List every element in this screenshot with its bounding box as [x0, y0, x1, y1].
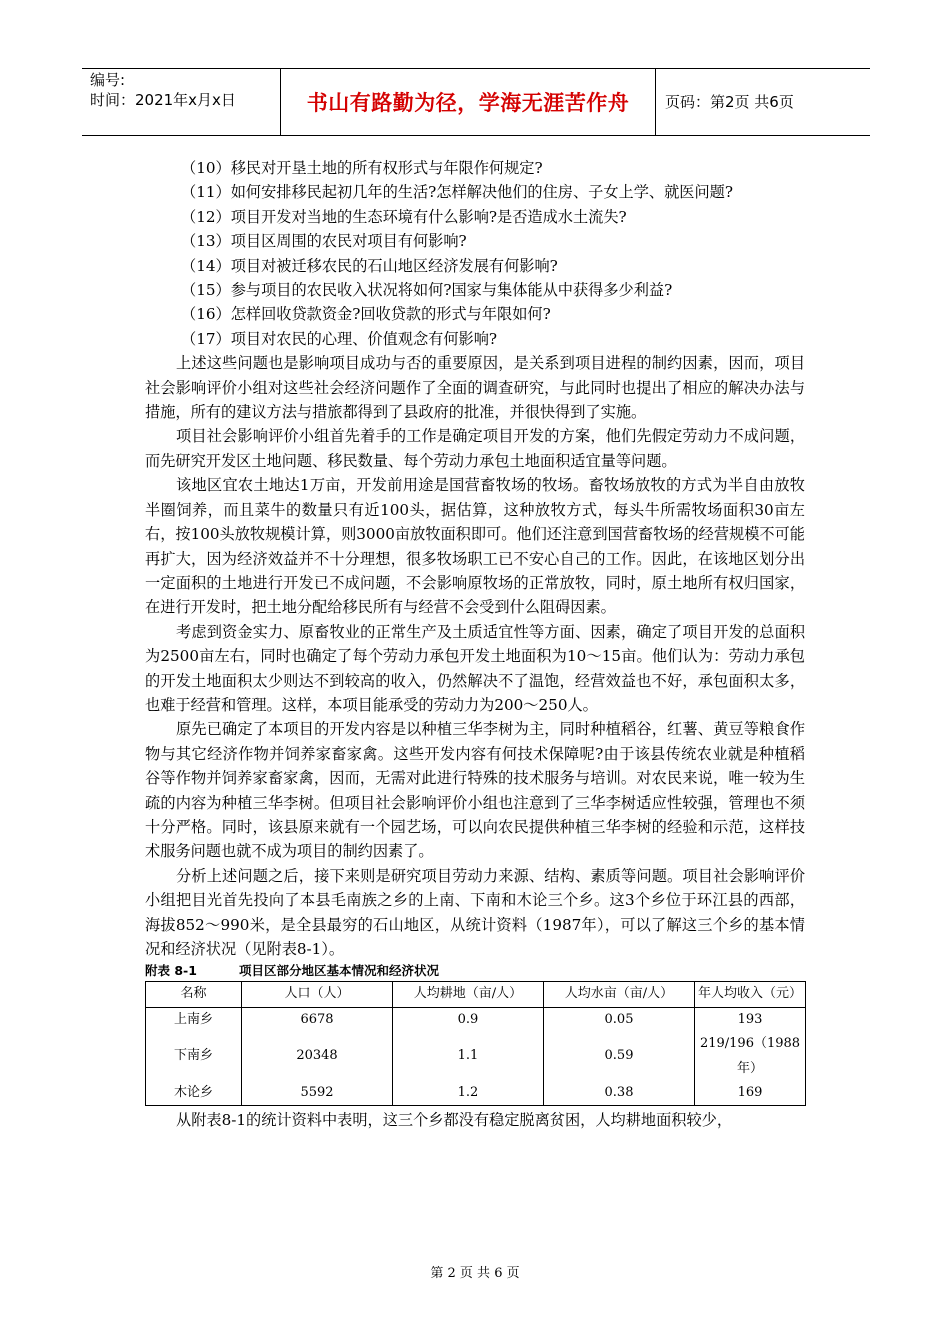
table-cell: 6678 [242, 1007, 393, 1032]
question-item: （14）项目对被迁移农民的石山地区经济发展有何影响? [181, 256, 558, 275]
question-item: （11）如何安排移民起初几年的生活?怎样解决他们的住房、子女上学、就医问题? [181, 183, 733, 202]
question-item: （16）怎样回收贷款资金?回收贷款的形式与年限如何? [181, 305, 551, 324]
table-cell: 5592 [242, 1081, 393, 1106]
date-line: 时间：2021年x月x日 [90, 91, 236, 109]
closing-paragraph: 从附表8-1的统计资料中表明，这三个乡都没有稳定脱离贫困，人均耕地面积较少， [176, 1111, 733, 1130]
page-footer: 第 2 页 共 6 页 [430, 1266, 520, 1281]
header-divider-left [280, 68, 281, 135]
table-caption-title: 项目区部分地区基本情况和经济状况 [238, 963, 439, 979]
table-caption-id: 附表 8-1 [145, 963, 197, 979]
header-page-info: 页码：第2页 共6页 [665, 93, 794, 111]
table-cell: 219/196（1988年） [695, 1032, 806, 1081]
paragraph: 项目社会影响评价小组首先着手的工作是确定项目开发的方案，他们先假定劳动力不成问题，而先研究开发区土地问题、移民数量、每个劳动力承包土地面积适宜量等问题。 [145, 427, 805, 470]
table-caption [145, 961, 805, 981]
table-cell: 193 [695, 1007, 806, 1032]
document-body [145, 156, 805, 1133]
table-row [146, 1081, 806, 1106]
paragraph: 考虑到资金实力、原畜牧业的正常生产及土质适宜性等方面、因素，确定了项目开发的总面积为2500亩左右，同时也确定了每个劳动力承包开发土地面积为10～15亩。他们认为：劳动力承包的开发土地面积太少则达不到较高的收入，仍然解决不了温饱，经营效益也不好，承包面积太多，也难于经营和管理。这样，本项目能承受的劳动力为200～250人。 [145, 622, 805, 714]
table-cell: 下南乡 [146, 1032, 242, 1081]
table-header-row [146, 982, 806, 1007]
paragraph: 原先已确定了本项目的开发内容是以种植三华李树为主，同时种植稻谷，红薯、黄豆等粮食作物与其它经济作物并饲养家畜家禽。这些开发内容有何技术保障呢?由于该县传统农业就是种植稻谷等作物并饲养家畜家禽，因而，无需对此进行特殊的技术服务与培训。对农民来说，唯一较为生疏的内容为种植三华李树。但项目社会影响评价小组也注意到了三华李树适应性较强，管理也不须十分严格。同时，该县原来就有一个园艺场，可以向农民提供种植三华李树的经验和示范，这样技术服务问题也就不成为项目的制约因素了。 [145, 720, 805, 861]
paragraph: 上述这些问题也是影响项目成功与否的重要原因，是关系到项目进程的制约因素，因而，项目社会影响评价小组对这些社会经济问题作了全面的调查研究，与此同时也提出了相应的解决办法与措施，所有的建议方法与措旅都得到了县政府的批准，并很快得到了实施。 [145, 354, 805, 422]
serial-label: 编号: [90, 71, 126, 89]
table-cell: 1.1 [393, 1032, 544, 1081]
table-cell: 169 [695, 1081, 806, 1106]
header-meta [90, 70, 236, 110]
header-motto: 书山有路勤为径，学海无涯苦作舟 [306, 90, 630, 115]
table-header-cell: 人口（人） [242, 982, 393, 1007]
header-bottom-rule [82, 135, 870, 136]
table-header-cell: 年人均收入（元） [695, 982, 806, 1007]
table-header-cell: 名称 [146, 982, 242, 1007]
paragraph: 分析上述问题之后，接下来则是研究项目劳动力来源、结构、素质等问题。项目社会影响评价小组把目光首先投向了本县毛南族之乡的上南、下南和木论三个乡。这3个乡位于环江县的西部，海拔852～990米，是全县最穷的石山地区，从统计资料（1987年），可以了解这三个乡的基本情况和经济状况（见附表8-1）。 [145, 866, 805, 958]
question-item: （12）项目开发对当地的生态环境有什么影响?是否造成水土流失? [181, 207, 627, 226]
question-item: （17）项目对农民的心理、价值观念有何影响? [181, 329, 498, 348]
paragraph: 该地区宜农土地达1万亩，开发前用途是国营畜牧场的牧场。畜牧场放牧的方式为半自由放牧半圈饲养，而且菜牛的数量只有近100头，据估算，这种放牧方式，每头牛所需牧场面积30亩左右，按100头放牧规模计算，则3000亩放牧面积即可。他们还注意到国营畜牧场的经营规模不可能再扩大，因为经济效益并不十分理想，很多牧场职工已不安心自己的工作。因此，在该地区划分出一定面积的土地进行开发已不成问题，不会影响原牧场的正常放牧，同时，原土地所有权归国家，在进行开发时，把土地分配给移民所有与经营不会受到什么阻碍因素。 [145, 476, 805, 617]
table-header-cell: 人均水亩（亩/人） [544, 982, 695, 1007]
table-cell: 木论乡 [146, 1081, 242, 1106]
question-item: （15）参与项目的农民收入状况将如何?国家与集体能从中获得多少利益? [181, 281, 673, 300]
table-cell: 20348 [242, 1032, 393, 1081]
table-cell: 0.9 [393, 1007, 544, 1032]
table-cell: 0.05 [544, 1007, 695, 1032]
table-row [146, 1007, 806, 1032]
data-table [145, 981, 806, 1106]
question-item: （10）移民对开垦土地的所有权形式与年限作何规定? [181, 159, 543, 177]
table-row [146, 1032, 806, 1081]
table-header-cell: 人均耕地（亩/人） [393, 982, 544, 1007]
table-cell: 上南乡 [146, 1007, 242, 1032]
table-cell: 0.59 [544, 1032, 695, 1081]
question-item: （13）项目区周围的农民对项目有何影响? [181, 232, 467, 251]
table-cell: 0.38 [544, 1081, 695, 1106]
table-cell: 1.2 [393, 1081, 544, 1106]
header-divider-right [655, 68, 656, 135]
